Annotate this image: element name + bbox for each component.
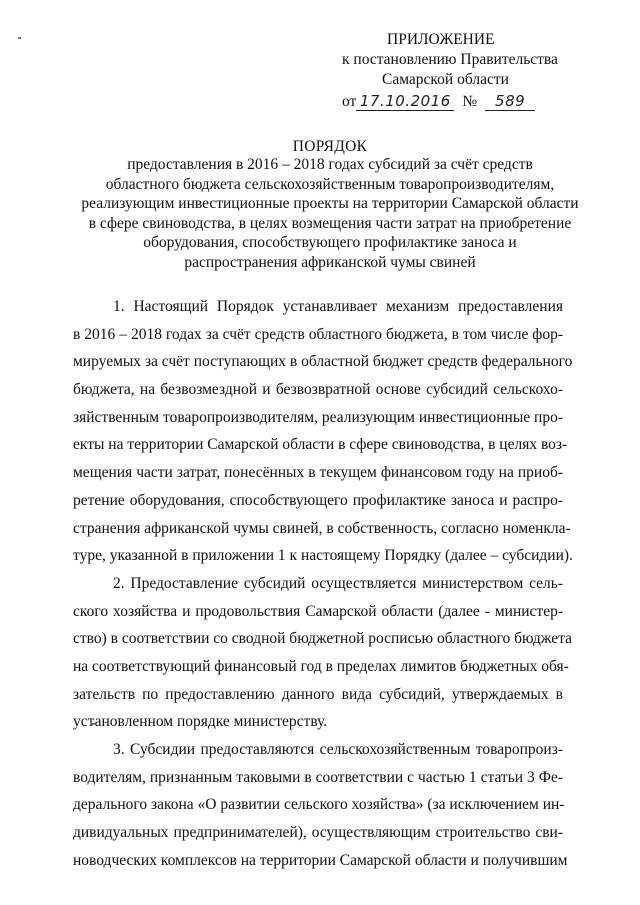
body-line: в 2016 – 2018 годах за счёт средств областного бюджета, в том числе фор- [73, 325, 563, 343]
subtitle-line: областного бюджета сельскохозяйственным товаропроизводителям, [105, 175, 555, 193]
paragraph-1 [73, 293, 573, 570]
subtitle-line: оборудования, способствующего профилактике заноса и [143, 234, 517, 251]
body-line: 3. Субсидии предоставляются сельскохозяйственным товаропроиз- [113, 741, 563, 758]
body-line: ского хозяйства и продовольствия Самарской области (далее - министер- [73, 602, 563, 620]
subtitle-line: в сфере свиноводства, в целях возмещения части затрат на приобретение [88, 214, 572, 232]
body-line: ретение оборудования, способствующего профилактике заноса и распро- [73, 491, 563, 509]
subtitle-line: предоставления в 2016 – 2018 годах субсидий за счёт средств [127, 156, 533, 173]
body-line: дерального закона «О развитии сельского хозяйства» (за исключением ин- [73, 796, 565, 814]
body-line: бюджета, на безвозмездной и безвозвратной основе субсидий сельскохо- [73, 381, 563, 399]
body-line: 2. Предоставление субсидий осуществляется министерством сель- [113, 574, 563, 592]
approval-block [320, 30, 570, 114]
number-sign: № [462, 93, 478, 110]
document-body [73, 293, 573, 874]
body-line: водителям, признанным таковыми в соответствии с частью 1 статьи 3 Фе- [73, 768, 563, 786]
body-line: мещения части затрат, понесённых в текущем финансовом году на приоб- [73, 464, 563, 482]
paragraph-2 [73, 570, 572, 736]
scan-speck [18, 37, 21, 39]
body-line: на соответствующий финансовый год в пределах лимитов бюджетных обя- [73, 657, 569, 675]
approval-decree-line: к постановлению Правительства [342, 51, 558, 68]
subtitle-line: реализующим инвестиционные проекты на территории Самарской области [81, 195, 579, 212]
body-line: мируемых за счёт поступающих в областной бюджет средств федерального [73, 353, 573, 371]
date-prefix: от [342, 93, 357, 110]
body-line: 1. Настоящий Порядок устанавливает механизм предоставления [113, 298, 563, 315]
paragraph-3 [73, 736, 568, 874]
document-subtitle [70, 155, 590, 272]
subtitle-line: распространения африканской чумы свиней [184, 253, 476, 271]
body-line: установленном порядке министерству. [73, 713, 328, 731]
handwritten-date: 17.10.2016 [356, 92, 454, 111]
body-line: новодческих комплексов на территории Самарской области и получившим [73, 851, 568, 869]
approval-date-line [320, 90, 570, 114]
body-line: странения африканской чумы свиней, в собственность, согласно номенкла- [73, 519, 571, 537]
approval-heading: ПРИЛОЖЕНИЕ [387, 31, 495, 48]
document-title: ПОРЯДОК [292, 138, 368, 155]
body-line: ство) в соответствии со сводной бюджетной росписью областного бюджета [73, 630, 572, 648]
body-line: туре, указанной в приложении 1 к настоящему Порядку (далее – субсидии). [73, 547, 573, 565]
handwritten-number: 589 [485, 92, 535, 111]
body-line: дивидуальных предпринимателей), осуществляющим строительство сви- [73, 824, 563, 842]
body-line: зательств по предоставлению данного вида субсидий, утверждаемых в [73, 685, 563, 703]
approval-region-line: Самарской области [382, 71, 509, 88]
body-line: екты на территории Самарской области в сфере свиноводства, в целях воз- [73, 436, 568, 454]
body-line: зяйственным товаропроизводителям, реализующим инвестиционные про- [73, 408, 563, 426]
